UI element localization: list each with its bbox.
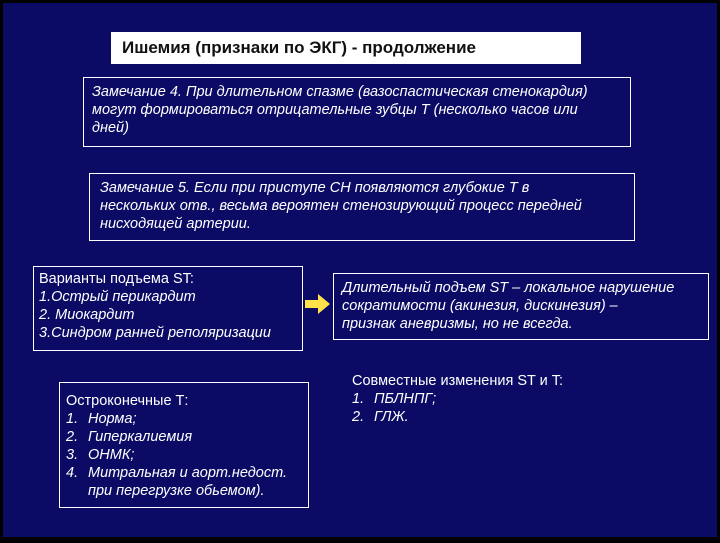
right-arrow-icon bbox=[305, 293, 331, 315]
combined-heading: Совместные изменения ST и T: bbox=[352, 373, 564, 389]
prolonged-st-line: сократимости (акинезия, дискинезия) – bbox=[342, 298, 618, 314]
page-title bbox=[111, 32, 581, 64]
st-variants-heading: Варианты подъема ST: bbox=[39, 271, 194, 287]
note-4-line: дней) bbox=[92, 120, 129, 136]
item-text: ГЛЖ. bbox=[374, 409, 409, 425]
item-number: 2. bbox=[66, 429, 79, 445]
st-variant-item: 2. Миокардит bbox=[39, 307, 135, 323]
peaked-t-item bbox=[66, 410, 302, 428]
right-arrow-shape bbox=[305, 294, 330, 314]
peaked-t-item bbox=[66, 446, 302, 464]
note-5-line: Замечание 5. Если при приступе СН появляются глубокие Т в bbox=[100, 180, 530, 196]
item-number: 3. bbox=[66, 447, 79, 463]
note-4-box bbox=[83, 77, 631, 147]
st-variant-item: 3.Синдром ранней реполяризации bbox=[39, 325, 271, 341]
st-variant-item: 1.Острый перикардит bbox=[39, 289, 196, 305]
prolonged-st-line: признак аневризмы, но не всегда. bbox=[342, 316, 573, 332]
item-number: 2. bbox=[352, 409, 365, 425]
item-text: Митральная и аорт.недост. bbox=[88, 465, 288, 481]
note-5-line: нескольких отв., весьма вероятен стенозирующий процесс передней bbox=[100, 198, 582, 214]
item-number: 1. bbox=[66, 411, 79, 427]
note-5-line: нисходящей артерии. bbox=[100, 216, 251, 232]
peaked-t-continuation: при перегрузке обьемом). bbox=[88, 483, 265, 499]
peaked-t-item bbox=[66, 464, 302, 482]
note-4-line: могут формироваться отрицательные зубцы Т (несколько часов или bbox=[92, 102, 578, 118]
slide bbox=[3, 3, 717, 537]
item-text: Норма; bbox=[88, 411, 137, 427]
page-title-text: Ишемия (признаки по ЭКГ) - продолжение bbox=[122, 38, 476, 57]
combined-item bbox=[352, 390, 584, 408]
peaked-t-heading: Остроконечные Т: bbox=[66, 393, 189, 409]
st-elevation-variants-box bbox=[33, 266, 303, 351]
prolonged-st-box bbox=[333, 273, 709, 340]
note-5-box bbox=[89, 173, 635, 241]
item-text: ОНМК; bbox=[88, 447, 135, 463]
peaked-t-item bbox=[66, 428, 302, 446]
prolonged-st-line: Длительный подъем ST – локальное нарушение bbox=[342, 280, 675, 296]
combined-item bbox=[352, 408, 584, 426]
item-text: Гиперкалиемия bbox=[88, 429, 193, 445]
combined-st-t-box bbox=[338, 368, 598, 438]
item-text: ПБЛНПГ; bbox=[374, 391, 437, 407]
peaked-t-box bbox=[59, 382, 309, 508]
item-number: 4. bbox=[66, 465, 79, 481]
note-4-line: Замечание 4. При длительном спазме (вазоспастическая стенокардия) bbox=[92, 84, 588, 100]
item-number: 1. bbox=[352, 391, 365, 407]
